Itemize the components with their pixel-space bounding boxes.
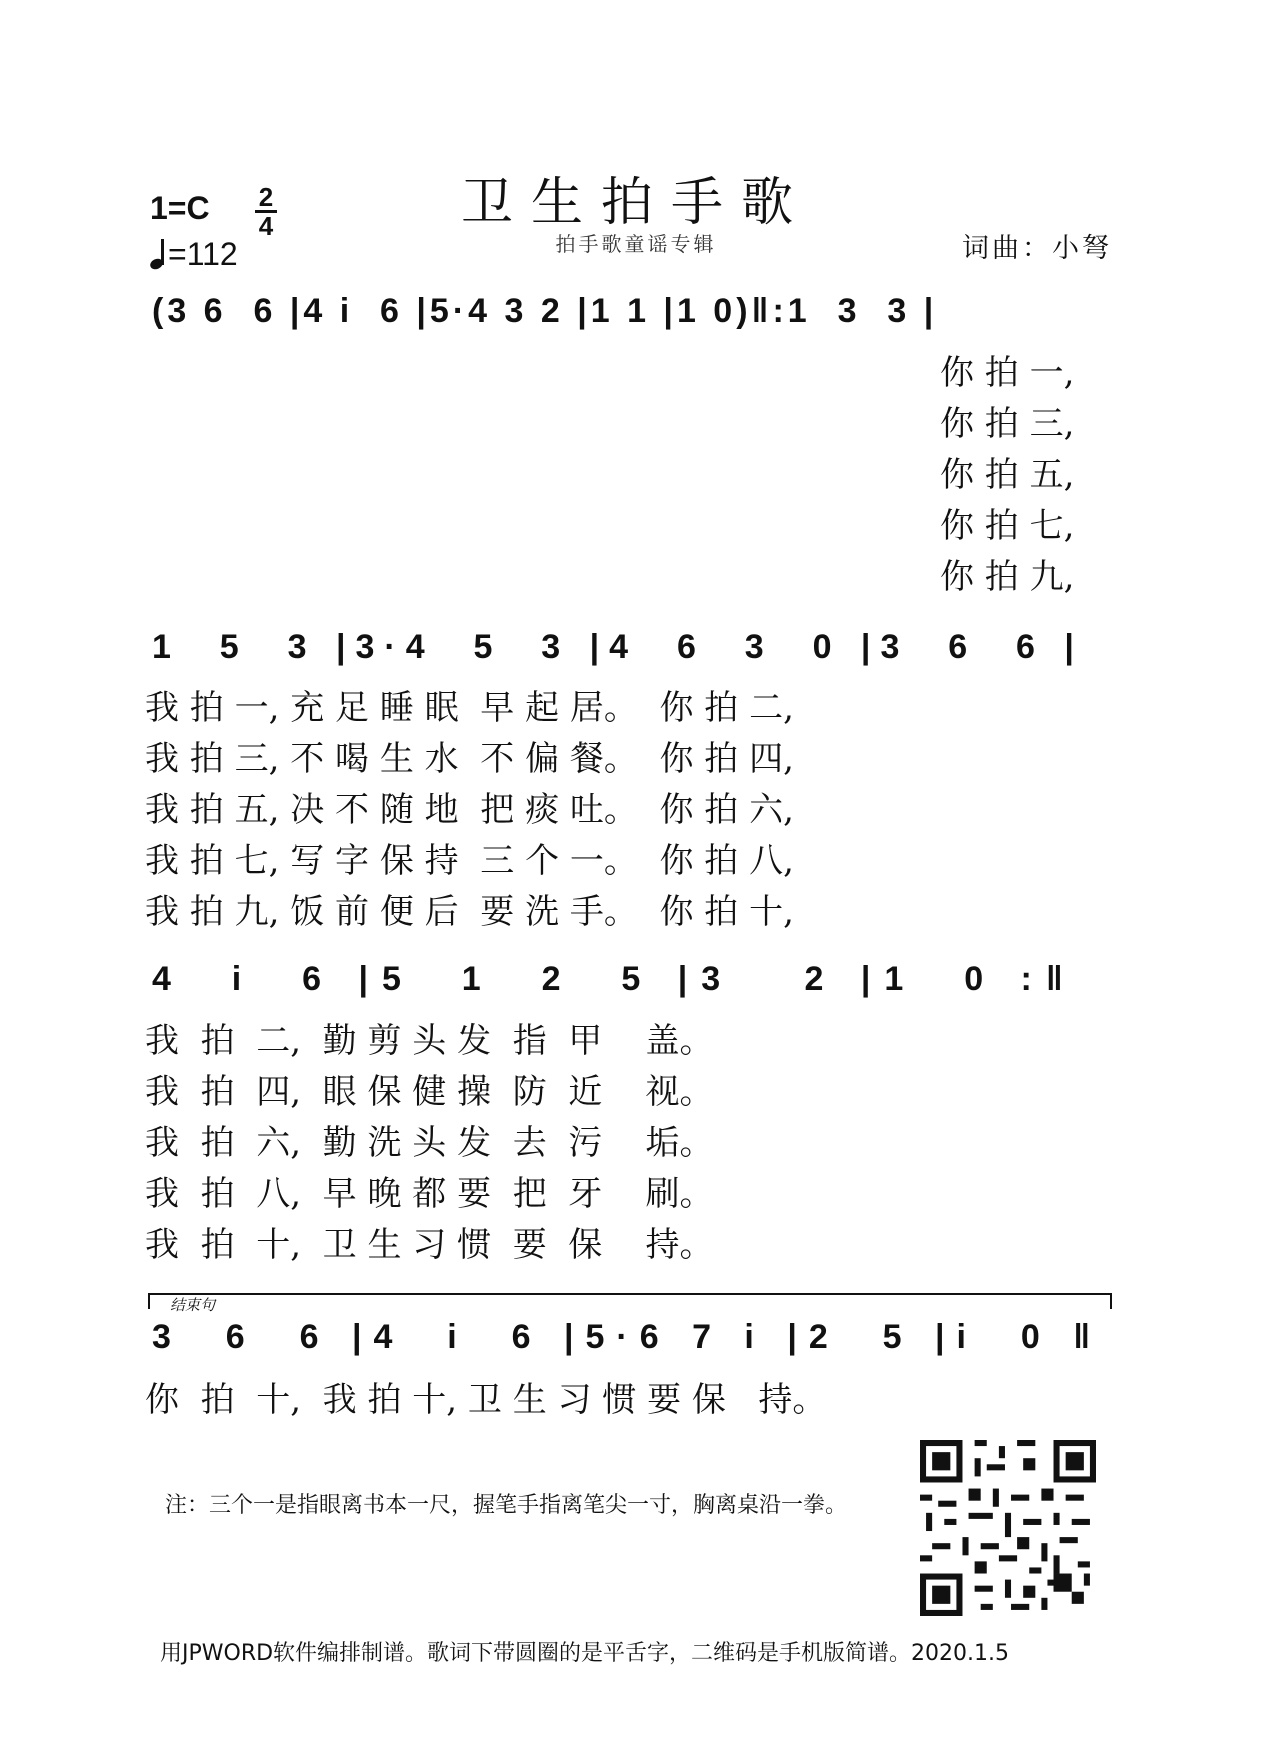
- lyric-line: 我 拍 五, 决 不 随 地 把 痰 吐。 你 拍 六,: [145, 790, 794, 830]
- system2-notation: 1 5 3 |3·4 5 3 |4 6 3 0 |3 6 6 |: [152, 628, 1084, 666]
- time-signature-top: 2: [258, 182, 274, 212]
- tempo-marking: [150, 236, 238, 273]
- lyric-line: 我 拍 一, 充 足 睡 眠 早 起 居。 你 拍 二,: [145, 688, 794, 728]
- time-signature-bottom: 4: [258, 211, 274, 241]
- system2-lyrics: [145, 680, 794, 935]
- song-title: 卫生拍手歌: [460, 173, 811, 233]
- lyric-line: 你 拍 三,: [940, 404, 1075, 444]
- lyric-line: 你 拍 一,: [940, 353, 1075, 393]
- lyric-line: 我 拍 六, 勤 洗 头 发 去 污 垢。: [145, 1123, 714, 1163]
- key-signature: 1=C: [150, 190, 210, 226]
- lyric-line: 你 拍 九,: [940, 557, 1075, 597]
- ending-notation: 3 6 6 |4 i 6 |5·6 7 i |2 5 |i 0 ‖: [152, 1318, 1103, 1356]
- lyric-line: 我 拍 十, 卫 生 习 惯 要 保 持。: [145, 1225, 714, 1265]
- lyric-line: 你 拍 五,: [940, 455, 1075, 495]
- composer-credit: 词曲：小弩: [962, 233, 1112, 264]
- lyric-line: 我 拍 七, 写 字 保 持 三 个 一。 你 拍 八,: [145, 841, 794, 881]
- lyric-line: 我 拍 四, 眼 保 健 操 防 近 视。: [145, 1072, 714, 1112]
- intro-lyrics: [940, 345, 1074, 600]
- ending-lyrics: [145, 1372, 826, 1423]
- system3-notation: 4 i 6 |5 1 2 5 |3 2 |1 0 :‖: [152, 960, 1077, 998]
- quarter-note-icon: [150, 239, 168, 269]
- intro-notation: (3 6 6 |4 i 6 |5·4 3 2 |1 1 |1 0)‖:1 3 3 |: [152, 292, 938, 330]
- system3-lyrics: [145, 1013, 714, 1268]
- qr-code-icon: [920, 1440, 1096, 1616]
- album-subtitle: 拍手歌童谣专辑: [555, 232, 717, 256]
- lyric-line: 你 拍 七,: [940, 506, 1075, 546]
- ending-label: 结束句: [170, 1296, 216, 1314]
- ending-bracket: [148, 1293, 1112, 1309]
- footer-text: 用JPWORD软件编排制谱。歌词下带圆圈的是平舌字，二维码是手机版简谱。2020.1.5: [160, 1641, 1010, 1666]
- lyric-line: 我 拍 三, 不 喝 生 水 不 偏 餐。 你 拍 四,: [145, 739, 794, 779]
- tempo-value: =112: [168, 236, 238, 272]
- lyric-line: 我 拍 二, 勤 剪 头 发 指 甲 盖。: [145, 1021, 714, 1061]
- lyric-line: 你 拍 十, 我 拍 十, 卫 生 习 惯 要 保 持。: [145, 1380, 827, 1420]
- footnote: 注：三个一是指眼离书本一尺，握笔手指离笔尖一寸，胸离桌沿一拳。: [165, 1493, 848, 1518]
- time-signature: [255, 182, 277, 241]
- lyric-line: 我 拍 九, 饭 前 便 后 要 洗 手。 你 拍 十,: [145, 892, 794, 932]
- lyric-line: 我 拍 八, 早 晚 都 要 把 牙 刷。: [145, 1174, 714, 1214]
